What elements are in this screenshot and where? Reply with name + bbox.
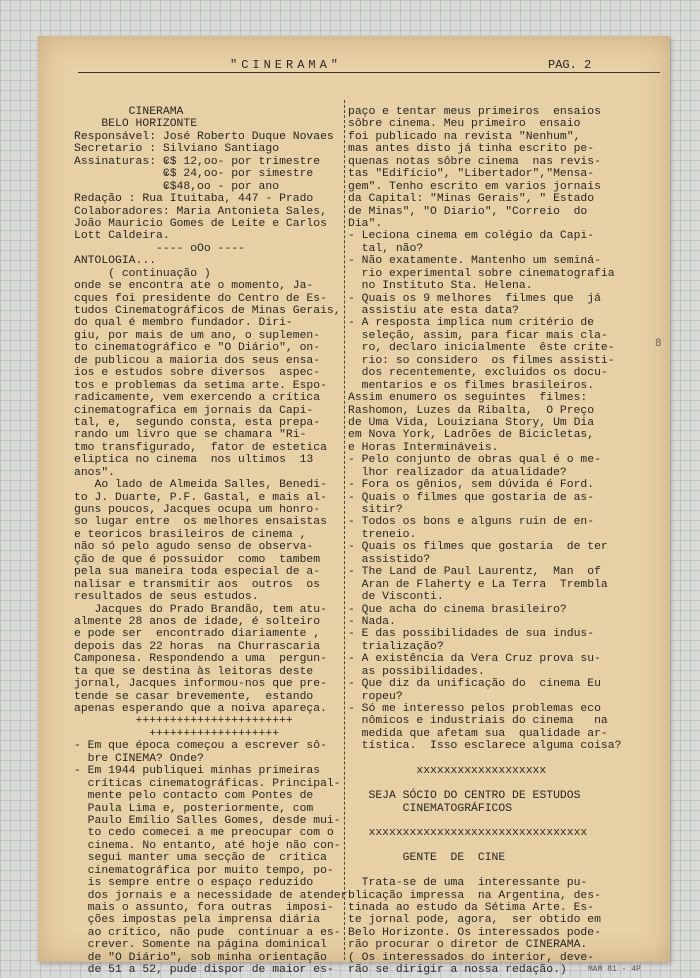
right-column-line: Trata-se de uma interessante pu- [348, 877, 588, 890]
left-column-line: +++++++++++++++++++ [74, 727, 280, 740]
left-column-line: Redação : Rua Ituitaba, 447 - Prado [74, 193, 314, 206]
column-divider [344, 100, 345, 960]
right-column-line: sitir? [348, 504, 403, 516]
right-column-line: GENTE DE CINE [348, 852, 506, 865]
left-column-line: ( continuação ) [74, 267, 211, 280]
right-column-line: - Quais os 9 melhores filmes que já [348, 292, 601, 305]
left-column-line: Ao lado de Almeida Salles, Benedi- [74, 479, 327, 492]
right-column-line: - Fora os gênios, sem dúvida é Ford. [348, 479, 595, 492]
left-column-line: almente 28 anos de idade, é solteiro [74, 615, 321, 628]
right-column-line: - Quais o filmes que gostaria de as- [348, 491, 595, 504]
right-column-line: as possibilidades. [348, 665, 485, 678]
left-column-line: radicamente, vem exercendo a crítica [74, 392, 321, 405]
left-column-line: nalisar e transmitir aos outros os [74, 578, 321, 591]
right-column-line: tinada ao estudo da Sétima Arte. Es- [348, 902, 595, 914]
left-column-line: cinematografica em jornais da Capi- [74, 404, 314, 417]
left-column-line: bre CINEMA? Onde? [74, 752, 204, 765]
right-column-line: e Horas Intermináveis. [348, 441, 499, 454]
left-column-line: cinema. No entanto, até hoje não con- [74, 839, 341, 852]
left-column-line: eliptica no cinema nos ultimos 13 [74, 454, 314, 467]
left-column-line: ₢$48,oo - por ano [74, 180, 280, 193]
right-column-line: ro, declaro inicialmente êste crite- [348, 342, 615, 355]
right-column [348, 106, 668, 977]
right-column-line: mas antes disto já tinha escrito pe- [348, 143, 595, 156]
left-column-line: cinematográfica por muito tempo, po- [74, 864, 334, 877]
right-column-line: de Minas", "O Diario", "Correio do [348, 205, 588, 218]
left-column-line: de publicou a maioria dos seus ensa- [74, 354, 321, 367]
left-column-line: de "O Diário", sob minha orientação [74, 951, 327, 964]
page-number: PAG. 2 [548, 58, 592, 72]
left-column-line: resultados de seus estudos. [74, 591, 259, 604]
left-column-line: anos". [74, 466, 116, 479]
left-column-line: jornal, Jacques informou-nos que pre- [74, 678, 327, 691]
right-column-line: Rashomon, Luzes da Ribalta, O Preço [348, 404, 595, 417]
right-column-line: - Só me interesso pelos problemas eco [348, 703, 601, 715]
right-column-line: de Visconti. [348, 591, 444, 604]
left-column-line: Jacques do Prado Brandão, tem atu- [74, 603, 327, 616]
right-column-line: - Que acha do cinema brasileiro? [348, 603, 567, 616]
right-column-line: sôbre cinema. Meu primeiro ensaio [348, 118, 581, 131]
right-column-line: dos recentemente, excluidos os docu- [348, 367, 608, 380]
left-column-line: mente pelo contacto com Pontes de [74, 790, 314, 803]
left-column-line: depois das 22 horas na Churrascaria [74, 640, 321, 653]
right-column-line: gem". Tenho escrito em varios jornais [348, 180, 601, 193]
left-column-line: - Em 1944 publiquei minhas primeiras [74, 765, 321, 778]
left-column-line: ções impostas pela imprensa diária [74, 914, 321, 927]
right-column-line: - The Land de Paul Laurentz, Man of [348, 566, 601, 579]
right-column-line: - Pelo conjunto de obras qual é o me- [348, 454, 601, 467]
left-column-line: tudos Cinematográficos de Minas Gerais, [74, 305, 341, 317]
left-column-line: e teoricos brasileiros de cinema , [74, 528, 307, 541]
right-column-line: tas "Edifício", "Libertador","Mensa- [348, 168, 595, 181]
left-column-line: dos jornais e a necessidade de atender [74, 889, 348, 902]
left-column-line: cques foi presidente do Centro de Es- [74, 292, 327, 305]
margin-pencil-note: 8 [655, 338, 662, 350]
left-column-line: ios e estudos sobre diversos aspec- [74, 367, 321, 380]
right-column-line: Aran de Flaherty e La Terra Trembla [348, 578, 608, 591]
right-column-line: - Que diz da unificação do cinema Eu [348, 678, 601, 691]
left-column-line: ANTOLOGIA... [74, 255, 157, 268]
left-column-line: is sempre entre o espaço reduzido [74, 877, 314, 890]
left-column-line: críticas cinematográficas. Principal- [74, 777, 341, 790]
right-column-line: - Nada. [348, 615, 396, 628]
right-column-line [348, 840, 668, 852]
left-column-line: to cinematográfico e "O Diário", on- [74, 342, 321, 355]
right-column-line: - E das possibilidades de sua indus- [348, 628, 595, 641]
right-column-line [348, 778, 668, 790]
right-column-line: CINEMATOGRÁFICOS [348, 802, 513, 815]
right-column-line: em Nova York, Ladrões de Bicicletas, [348, 429, 595, 442]
right-column-line: xxxxxxxxxxxxxxxxxxx [348, 765, 547, 778]
right-column-line: nômicos e industriais do cinema na [348, 715, 608, 728]
left-column-line: Lott Caldeira. [74, 230, 170, 243]
left-column-line: ---- oOo ---- [74, 242, 245, 255]
left-column-line: segui manter uma secção de crítica [74, 852, 327, 865]
left-column [74, 106, 348, 977]
left-column-line: crever. Somente na página dominical [74, 939, 327, 952]
left-column-line: de 51 a 52, pude dispor de maior es- [74, 964, 334, 977]
left-column-line: tal, e, segundo consta, esta prepa- [74, 416, 321, 429]
right-column-line: rão procurar o diretor de CINERAMA. [348, 939, 588, 952]
right-column-line: lhor realizador da atualidade? [348, 466, 567, 479]
right-column-line: no Instituto Sta. Helena. [348, 280, 533, 293]
left-column-line: rando um livro que se chamara "Ri- [74, 429, 307, 442]
left-column-line: BELO HORIZONTE [74, 118, 198, 131]
left-column-line: - Em que época começou a escrever sô- [74, 740, 327, 753]
right-column-line: - Quais os filmes que gostaria de ter [348, 541, 608, 554]
right-column-line: rio: so considero os filmes assisti- [348, 354, 615, 367]
left-column-line: guns poucos, Jacques ocupa um honro- [74, 504, 321, 516]
left-column-line: do qual é membro fundador. Diri- [74, 317, 293, 330]
archive-stamp: MAM 81 - 4P [588, 965, 641, 974]
right-column-line: quenas notas sôbre cinema nas revis- [348, 155, 601, 168]
left-column-line: onde se encontra ate o momento, Ja- [74, 280, 314, 293]
right-column-line: foi publicado na revista "Nenhum", [348, 130, 581, 143]
left-column-line: ao crítico, não pude continuar a es- [74, 926, 341, 939]
right-column-line: ( Os interessados do interior, deve- [348, 951, 595, 964]
right-column-line: tal, não? [348, 242, 424, 255]
left-column-line: João Mauricio Gomes de Leite e Carlos [74, 217, 327, 230]
left-column-line: Paulo Emílio Salles Gomes, desde mui- [74, 814, 341, 827]
left-column-line: giu, por mais de um ano, o suplemen- [74, 329, 321, 342]
right-column-line: seleção, assim, para ficar mais cla- [348, 329, 608, 342]
right-column-line: paço e tentar meus primeiros ensaios [348, 106, 601, 118]
right-column-line: rio experimental sobre cinematografia [348, 267, 615, 280]
left-column-line: to J. Duarte, P.F. Gastal, e mais al- [74, 491, 327, 504]
right-column-line: - Leciona cinema em colégio da Capi- [348, 230, 595, 243]
right-column-line: treneio. [348, 528, 417, 541]
right-column-line: trialização? [348, 640, 444, 653]
right-column-line: de Uma Vida, Louiziana Story, Um Dia [348, 416, 595, 429]
left-column-line: Colaboradores: Maria Antonieta Sales, [74, 205, 327, 218]
left-column-line: to cedo comecei a me preocupar com o [74, 827, 334, 840]
right-column-line: Belo Horizonte. Os interessados pode- [348, 926, 601, 939]
right-column-line: assistiu ate esta data? [348, 305, 519, 317]
right-column-line: tística. Isso esclarece alguma coisa? [348, 740, 622, 753]
page-header-title: "CINERAMA" [230, 58, 343, 72]
right-column-line: Dia". [348, 217, 383, 230]
left-column-line: Secretario : Silviano Santiago [74, 143, 280, 156]
left-column-line: tos e problemas da setima arte. Espo- [74, 379, 327, 392]
header-rule [78, 72, 660, 73]
left-column-line: não só pelo agudo senso de observa- [74, 541, 314, 554]
right-column-line: medida que afetam sua qualidade ar- [348, 727, 608, 740]
right-column-line [348, 865, 668, 877]
left-column-line: Responsável: José Roberto Duque Novaes [74, 130, 334, 143]
right-column-line: - Não exatamente. Mantenho um seminá- [348, 255, 601, 268]
right-column-line [348, 753, 668, 765]
left-column-line: ta que se destina às leitoras deste [74, 665, 314, 678]
left-column-line: so lugar entre os melhores ensaistas [74, 516, 327, 529]
left-column-line: e pode ser encontrado diariamente , [74, 628, 321, 641]
left-column-line: +++++++++++++++++++++++ [74, 715, 293, 728]
right-column-line: da Capital: "Minas Gerais", " Estado [348, 193, 595, 206]
right-column-line [348, 815, 668, 827]
right-column-line: Assim enumero os seguintes filmes: [348, 392, 588, 405]
left-column-line: pela sua maneira toda especial de a- [74, 566, 321, 579]
right-column-line: SEJA SÓCIO DO CENTRO DE ESTUDOS [348, 790, 581, 803]
right-column-line: assistido? [348, 553, 431, 566]
left-column-line: ção de que é possuidor como tambem [74, 553, 321, 566]
right-column-line: xxxxxxxxxxxxxxxxxxxxxxxxxxxxxxxx [348, 827, 588, 840]
left-column-line: apenas esperando que a noiva apareça. [74, 703, 327, 715]
right-column-line: rão se dirigir a nossa redação.) [348, 964, 567, 977]
left-column-line: Paula Lima e, posteriormente, com [74, 802, 314, 815]
right-column-line: te jornal pode, agora, ser obtido em [348, 914, 601, 927]
right-column-line: mentarios e os filmes brasileiros. [348, 379, 595, 392]
right-column-line: - Todos os bons e alguns ruin de en- [348, 516, 595, 529]
left-column-line: Camponesa. Respondendo a uma pergun- [74, 653, 327, 666]
left-column-line: tende se casar brevemente, estando [74, 690, 314, 703]
right-column-line: ropeu? [348, 690, 403, 703]
left-column-line: ₢$ 24,oo- por simestre [74, 168, 314, 181]
left-column-line: tmo transfigurado, fator de estetica [74, 441, 327, 454]
left-column-line: mais o assunto, fora outras imposi- [74, 902, 334, 914]
right-column-line: - A existência da Vera Cruz prova su- [348, 653, 601, 666]
left-column-line: Assinaturas: ₢$ 12,oo- por trimestre [74, 155, 321, 168]
right-column-line: blicação impressa na Argentina, des- [348, 889, 601, 902]
right-column-line: - A resposta implica num critério de [348, 317, 595, 330]
left-column-line: CINERAMA [74, 106, 184, 118]
